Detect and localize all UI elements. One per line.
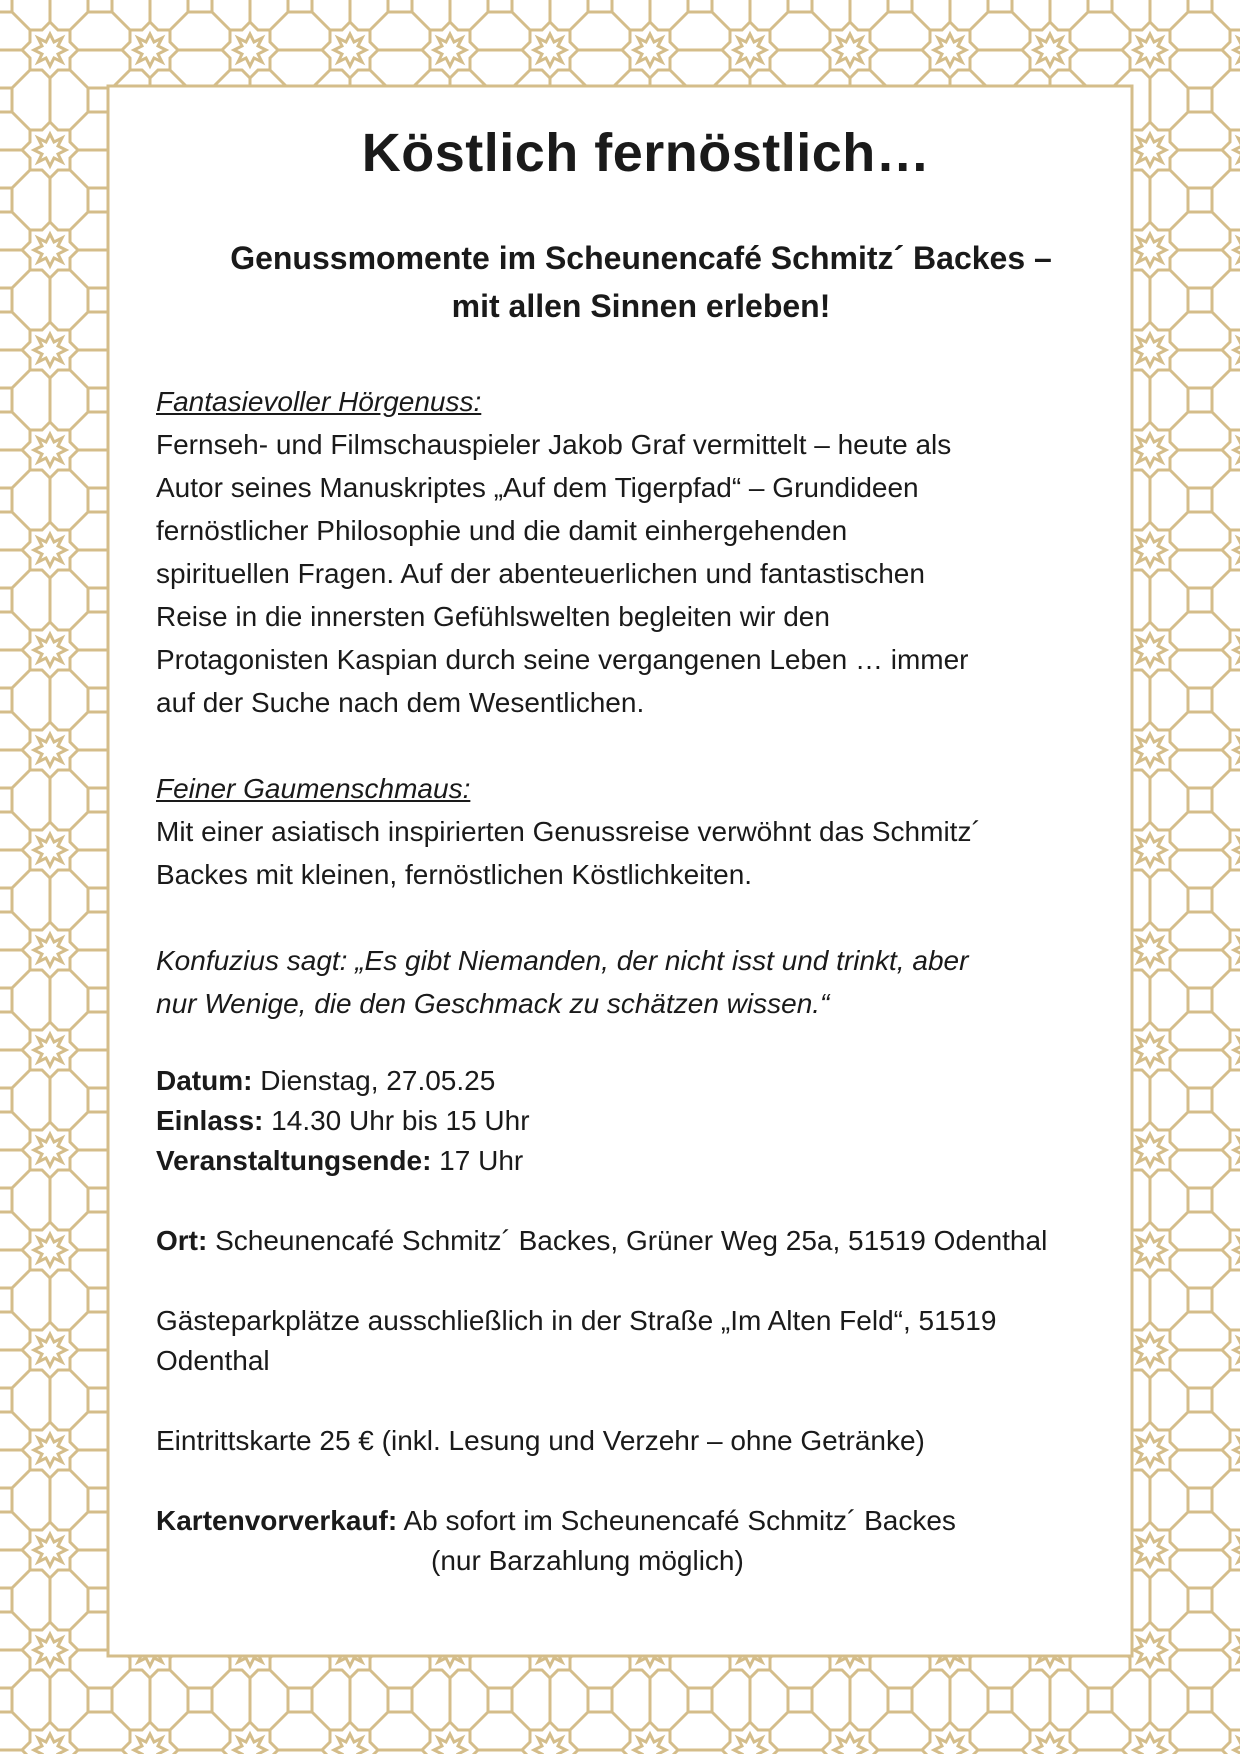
entry-label: Einlass: bbox=[156, 1105, 264, 1136]
location-value: Scheunencafé Schmitz´ Backes, Grüner Weg 25a, 51519 Odenthal bbox=[207, 1225, 1048, 1256]
section-heading-reading: Fantasievoller Hörgenuss: bbox=[156, 386, 482, 417]
quote-line: Konfuzius sagt: „Es gibt Niemanden, der nicht isst und trinkt, aber bbox=[156, 945, 969, 976]
presale-note: (nur Barzahlung möglich) bbox=[431, 1545, 744, 1576]
food-text-line: Mit einer asiatisch inspirierten Genussreise verwöhnt das Schmitz´ bbox=[156, 816, 981, 847]
section-reading bbox=[156, 380, 1116, 724]
date-value: Dienstag, 27.05.25 bbox=[252, 1065, 496, 1096]
end-label: Veranstaltungsende: bbox=[156, 1145, 432, 1176]
section-heading-food: Feiner Gaumenschmaus: bbox=[156, 773, 471, 804]
end-line bbox=[156, 1141, 1116, 1181]
reading-text-line: Fernseh- und Filmschauspieler Jakob Graf vermittelt – heute als bbox=[156, 429, 952, 460]
confucius-quote bbox=[156, 939, 1116, 1025]
subtitle-line-1: Genussmomente im Scheunencafé Schmitz´ Backes – bbox=[230, 240, 1052, 276]
end-value: 17 Uhr bbox=[431, 1145, 524, 1176]
food-text-line: Backes mit kleinen, fernöstlichen Köstlichkeiten. bbox=[156, 859, 753, 890]
reading-text-line: auf der Suche nach dem Wesentlichen. bbox=[156, 687, 645, 718]
location-line bbox=[156, 1221, 1116, 1261]
page-title: Köstlich fernöstlich… bbox=[361, 123, 931, 183]
reading-text-line: Protagonisten Kaspian durch seine vergangenen Leben … immer bbox=[156, 644, 969, 675]
event-details bbox=[156, 1061, 1116, 1581]
presale-value: Ab sofort im Scheunencafé Schmitz´ Backes bbox=[397, 1505, 956, 1536]
parking-line-1: Gästeparkplätze ausschließlich in der Straße „Im Alten Feld“, 51519 bbox=[156, 1305, 997, 1336]
subtitle bbox=[156, 234, 1116, 330]
ticket-price: Eintrittskarte 25 € (inkl. Lesung und Verzehr – ohne Getränke) bbox=[156, 1425, 925, 1456]
presale-line bbox=[156, 1501, 1116, 1541]
reading-text-line: spirituellen Fragen. Auf der abenteuerlichen und fantastischen bbox=[156, 558, 925, 589]
reading-text-line: fernöstlicher Philosophie und die damit einhergehenden bbox=[156, 515, 848, 546]
reading-text-line: Autor seines Manuskriptes „Auf dem Tigerpfad“ – Grundideen bbox=[156, 472, 919, 503]
section-food bbox=[156, 767, 1116, 896]
subtitle-line-2: mit allen Sinnen erleben! bbox=[451, 288, 831, 324]
entry-line bbox=[156, 1101, 1116, 1141]
location-label: Ort: bbox=[156, 1225, 208, 1256]
parking-line-2: Odenthal bbox=[156, 1345, 270, 1376]
reading-text-line: Reise in die innersten Gefühlswelten begleiten wir den bbox=[156, 601, 830, 632]
entry-value: 14.30 Uhr bis 15 Uhr bbox=[263, 1105, 530, 1136]
date-line bbox=[156, 1061, 1116, 1101]
presale-label: Kartenvorverkauf: bbox=[156, 1505, 398, 1536]
quote-line: nur Wenige, die den Geschmack zu schätzen wissen.“ bbox=[156, 988, 830, 1019]
date-label: Datum: bbox=[156, 1065, 253, 1096]
document-body bbox=[156, 118, 1116, 1581]
